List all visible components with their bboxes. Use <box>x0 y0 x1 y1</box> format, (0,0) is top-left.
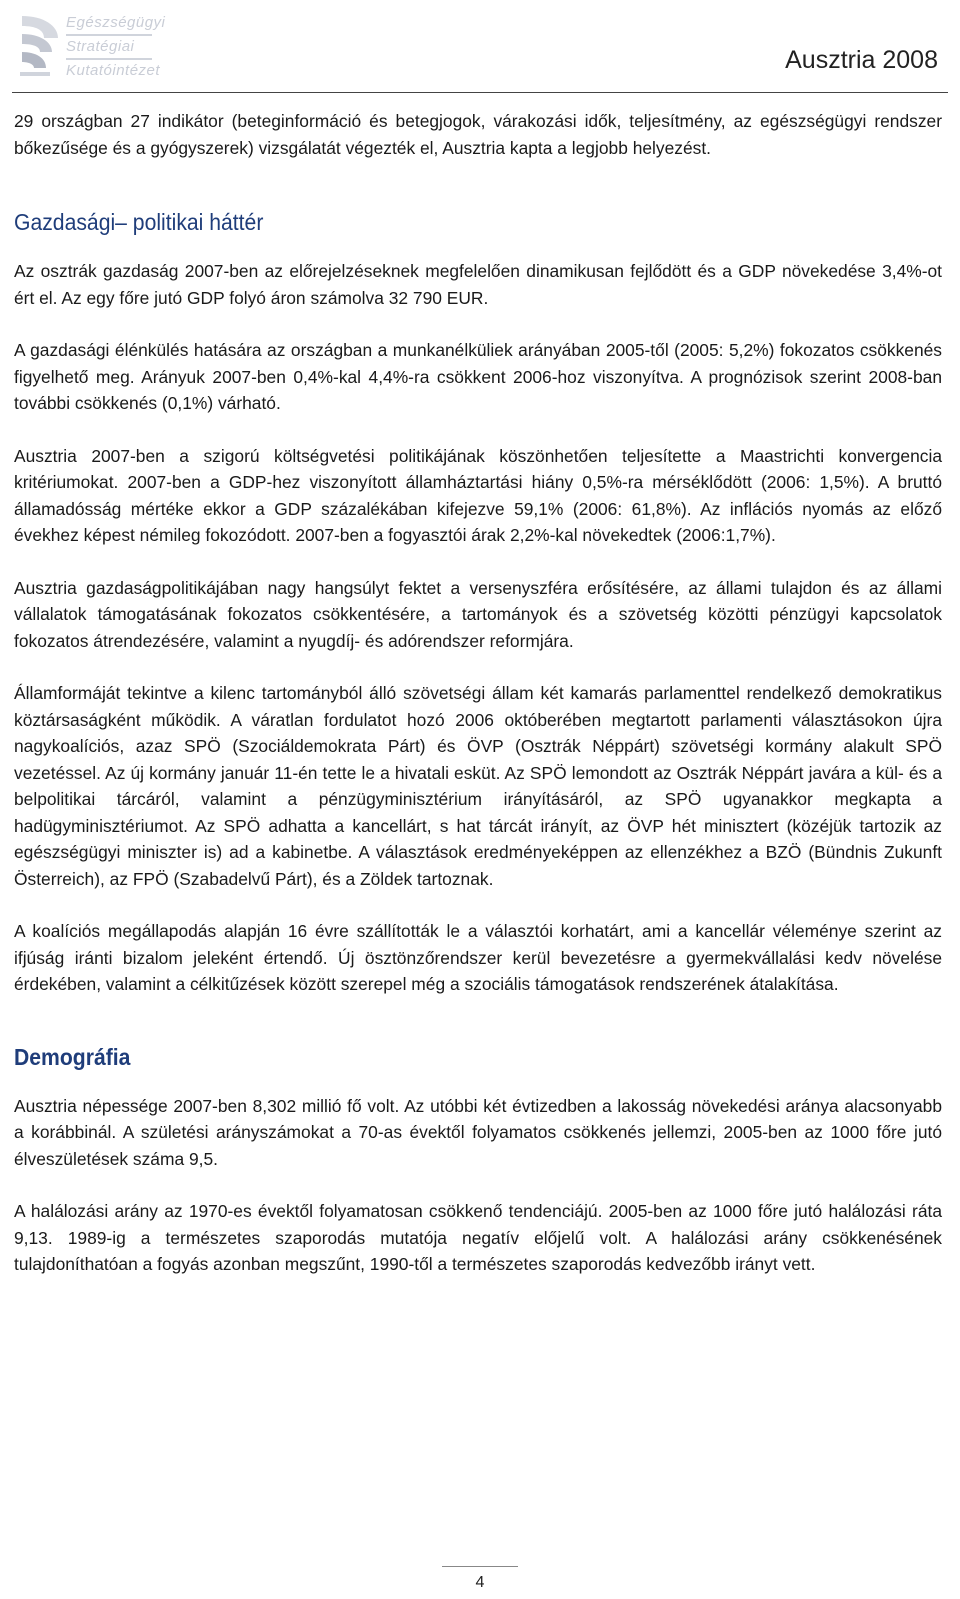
logo-line-1: Egészségügyi <box>66 14 166 31</box>
document-body <box>14 108 942 1304</box>
header-divider <box>12 92 948 93</box>
economy-paragraph-4: Ausztria gazdaságpolitikájában nagy hangsúlyt fektet a versenyszféra erősítésére, az állami tulajdon és az állami vállalatok támogatásának fokozatos csökkentésére, a tartományok és a szövetség közötti pénzügyi kapcsolatok fokozatos átrendezésére, valamint a nyugdíj- és adórendszer reformjára. <box>14 577 942 651</box>
institute-logo <box>14 12 166 82</box>
demography-paragraph-2: A halálozási arány az 1970-es évektől folyamatosan csökkenő tendenciájú. 2005-ben az 1000 főre jutó halálozási ráta 9,13. 1989-ig a természetes szaporodás mutatója negatív előjelű volt. A halálozási arány csökkenésének tulajdoníthatóan a fogyás azonban megszűnt, 1990-től a természetes szaporodás kedvezőbb irányt vett. <box>14 1201 942 1274</box>
intro-paragraph: 29 országban 27 indikátor (beteginformáció és betegjogok, várakozási idők, teljesítmény, az egészségügyi rendszer bőkezűsége és a gyógyszerek) vizsgálatát végezték el, Ausztria kapta a legjobb helyezést. <box>14 111 942 158</box>
section-heading-demography: Demográfia <box>14 1043 131 1070</box>
demography-paragraph-1: Ausztria népessége 2007-ben 8,302 millió fő volt. Az utóbbi két évtizedben a lakosság növekedési aránya alacsonyabb a korábbinál. A születési arányszámokat a 70-as évektől folyamatos csökkenés jellemzi, 2005-ben az 1000 főre jutó élveszületések száma 9,5. <box>14 1095 942 1169</box>
economy-paragraph-5: Államformáját tekintve a kilenc tartományból álló szövetségi állam két kamarás parlamenttel rendelkező demokratikus köztársaságként működik. A váratlan fordulatot hozó 2006 októberében megtartott parlamenti választásokon újra nagykoalíciós, azaz SPÖ (Szociáldemokrata Párt) és ÖVP (Osztrák Néppárt) szövetségi kormány alakult SPÖ vezetéssel. Az új kormány január 11-én tette le a hivatali esküt. Az SPÖ lemondott az Osztrák Néppárt javára a kül- és a belpolitikai tárcáról, valamint a pénzügyminisztérium irányításáról, az SPÖ ugyanakkor megkapta a hadügyminisztériumot. Az SPÖ adhatta a kancellárt, s hat tárcát irányít, az ÖVP hét minisztert (közéjük tartozik az egészségügyi miniszter is) ad a kabinetbe. A választások eredményeképpen az ellenzékhez a BZÖ (Bündnis Zukunft Österreich), az FPÖ (Szabadelvű Párt), és a Zöldek tartoznak. <box>14 683 942 889</box>
footer-divider <box>442 1566 518 1567</box>
page-number: 4 <box>475 1574 485 1591</box>
document-title: Ausztria 2008 <box>785 46 938 74</box>
logo-emblem-icon <box>14 12 64 82</box>
logo-line-3: Kutatóintézet <box>66 62 161 79</box>
economy-paragraph-2: A gazdasági élénkülés hatására az országban a munkanélküliek arányában 2005-től (2005: 5,2%) fokozatos csökkenés figyelhető meg. Arányuk 2007-ben 0,4%-kal 4,4%-ra csökkent 2006-hoz viszonyítva. A prognózisok szerint 2008-ban további csökkenés (0,1%) várható. <box>14 340 942 413</box>
logo-underline <box>66 34 152 36</box>
logo-underline <box>66 58 152 60</box>
economy-paragraph-3: Ausztria 2007-ben a szigorú költségvetési politikájának köszönhetően teljesítette a Maastrichti konvergencia kritériumokat. 2007-ben a GDP-hez viszonyított államháztartási hiány 0,5%-ra mérséklődött (2006: 1,5%). A bruttó államadósság mértéke ekkor a GDP százalékában kifejezve 59,1% (2006: 61,8%). Az inflációs nyomás az előző évekhez képest némileg fokozódott. 2007-ben a fogyasztói árak 2,2%-kal növekedtek (2006:1,7%). <box>14 445 942 545</box>
section-heading-economy: Gazdasági– politikai háttér <box>14 209 264 235</box>
page-header <box>0 0 960 96</box>
economy-paragraph-1: Az osztrák gazdaság 2007-ben az előrejelzéseknek megfelelően dinamikusan fejlődött és a GDP növekedése 3,4%-ot ért el. Az egy főre jutó GDP folyó áron számolva 32 790 EUR. <box>14 261 942 308</box>
logo-line-2: Stratégiai <box>66 38 135 55</box>
economy-paragraph-6: A koalíciós megállapodás alapján 16 évre szállították le a választói korhatárt, ami a kancellár véleménye szerint az ifjúság iránti bizalom jeleként értendő. Új ösztönzőrendszer kerül bevezetésre a gyermekvállalási kedv növelése érdekében, valamint a célkitűzések között szerepel még a szociális támogatások rendszerének átalakítása. <box>14 921 942 994</box>
